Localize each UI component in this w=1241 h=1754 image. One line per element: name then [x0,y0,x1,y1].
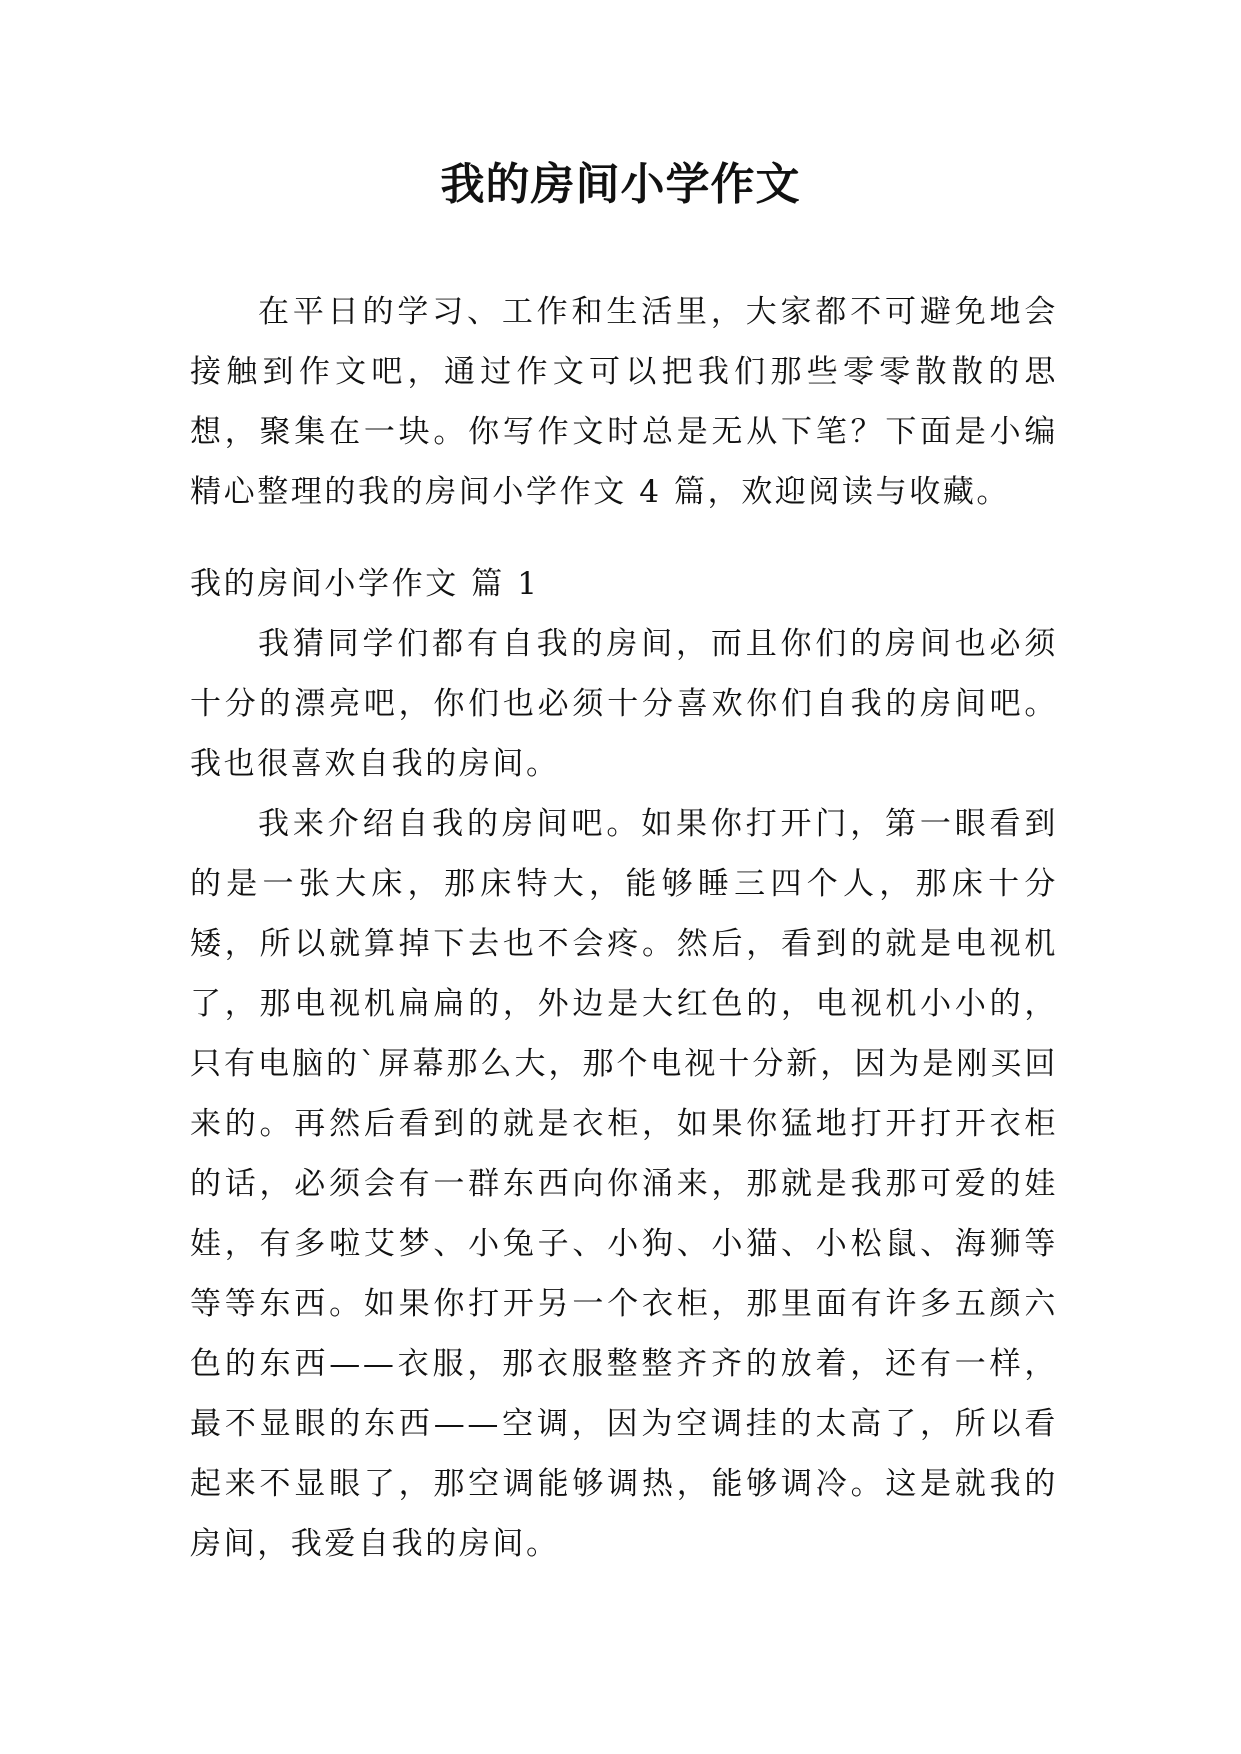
document-title: 我的房间小学作文 [440,159,801,210]
intro-paragraph: 在平日的学习、工作和生活里，大家都不可避免地会接触到作文吧，通过作文可以把我们那些零零散散的思想，聚集在一块。你写作文时总是无从下笔？下面是小编精心整理的我的房间小学作文 4 篇，欢迎阅读与收藏。 [190,294,1058,510]
section-paragraph-2: 我来介绍自我的房间吧。如果你打开门，第一眼看到的是一张大床，那床特大，能够睡三四个人，那床十分矮，所以就算掉下去也不会疼。然后，看到的就是电视机了，那电视机扁扁的，外边是大红色的，电视机小小的，只有电脑的`屏幕那么大，那个电视十分新，因为是刚买回来的。再然后看到的就是衣柜，如果你猛地打开打开衣柜的话，必须会有一群东西向你涌来，那就是我那可爱的娃娃，有多啦艾梦、小兔子、小狗、小猫、小松鼠、海狮等等等东西。如果你打开另一个衣柜，那里面有许多五颜六色的东西——衣服，那衣服整整齐齐的放着，还有一样，最不显眼的东西——空调，因为空调挂的太高了，所以看起来不显眼了，那空调能够调热，能够调冷。这是就我的房间，我爱自我的房间。 [190,806,1058,1562]
document-body [190,282,1058,1574]
section-heading: 我的房间小学作文 篇 1 [190,566,540,602]
section-paragraph-1: 我猜同学们都有自我的房间，而且你们的房间也必须十分的漂亮吧，你们也必须十分喜欢你们自我的房间吧。我也很喜欢自我的房间。 [190,626,1058,782]
